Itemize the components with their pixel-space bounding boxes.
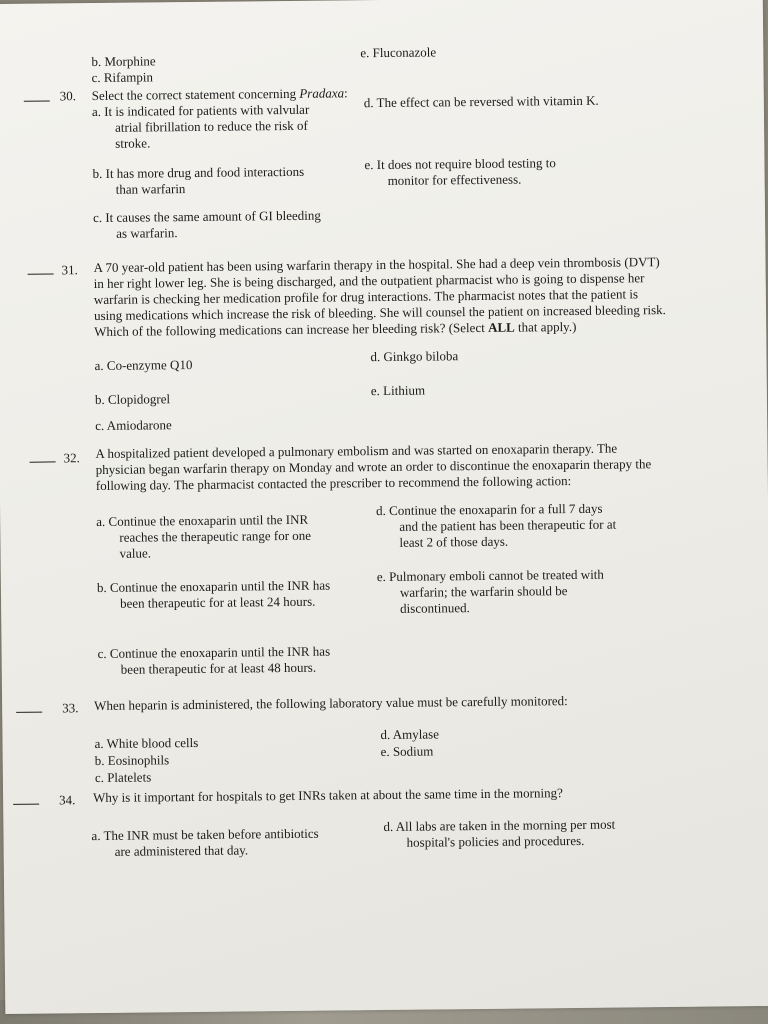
q32-option-e-line2: warfarin; the warfarin should be <box>399 583 568 600</box>
question-32-line1: A hospitalized patient developed a pulmonary embolism and was started on enoxaparin therapy. The <box>95 440 618 462</box>
q30-option-a-line2: atrial fibrillation to reduce the risk of <box>115 117 308 135</box>
q32-option-d-line3: least 2 of those days. <box>399 533 509 550</box>
q32-option-a-line2: reaches the therapeutic range for one <box>119 527 312 545</box>
q31-option-a: a. Co-enzyme Q10 <box>94 356 193 374</box>
question-30-number: 30. <box>59 88 77 104</box>
q33-option-d: d. Amylase <box>380 726 440 743</box>
question-34-number: 34. <box>59 792 76 808</box>
question-30-stem-end: : <box>343 85 348 101</box>
q32-option-e-line3: discontinued. <box>400 600 470 616</box>
q32-option-b-line1: b. Continue the enoxaparin until the INR has <box>96 577 331 596</box>
question-31-line5-pre: Which of the following medications can increase her bleeding risk? (Select <box>94 319 489 340</box>
q32-option-a-line1: a. Continue the enoxaparin until the INR <box>96 511 309 530</box>
question-31-line5-post: that apply.) <box>514 318 577 335</box>
question-32-line2: physician began warfarin therapy on Monday and wrote an order to discontinue the enoxaparin therapy the <box>95 456 652 478</box>
q30-option-a-line3: stroke. <box>115 135 151 151</box>
q30-option-c-line1: c. It causes the same amount of GI bleeding <box>92 207 321 226</box>
question-32-line3: following day. The pharmacist contacted the prescriber to recommend the following action: <box>95 473 572 494</box>
question-31-line3: warfarin is checking her medication profile for drug interactions. The pharmacist notes that the patient is <box>93 286 639 308</box>
answer-blank-34[interactable] <box>13 804 39 805</box>
q33-option-b: b. Eosinophils <box>94 752 170 769</box>
q31-option-d: d. Ginkgo biloba <box>370 348 459 365</box>
q30-option-c-line2: as warfarin. <box>116 225 178 241</box>
question-31-line1: A 70 year-old patient has been using warfarin therapy in the hospital. She had a deep vein thrombosis (DVT) <box>93 254 660 276</box>
q30-option-d: d. The effect can be reversed with vitamin K. <box>363 92 599 111</box>
question-32-number: 32. <box>63 450 80 466</box>
question-30-drug: Pradaxa <box>299 85 345 101</box>
q34-option-d-line1: d. All labs are taken in the morning per most <box>383 816 616 835</box>
q31-option-e: e. Lithium <box>370 382 426 399</box>
q30-option-b-line1: b. It has more drug and food interactions <box>92 163 305 182</box>
answer-blank-30[interactable] <box>24 100 50 101</box>
question-31-number: 31. <box>61 262 78 278</box>
question-31-line2: in her right lower leg. She is being discharged, and the outpatient pharmacist who is going to dispense her <box>93 270 645 292</box>
question-30-stem-text: Select the correct statement concerning <box>91 85 300 104</box>
q33-option-a: a. White blood cells <box>94 734 199 752</box>
q32-option-d-line2: and the patient has been therapeutic for at <box>399 516 617 534</box>
question-34-stem: Why is it important for hospitals to get INRs taken at about the same time in the morning? <box>93 785 563 806</box>
question-33-stem: When heparin is administered, the following laboratory value must be carefully monitored: <box>94 693 568 714</box>
q33-option-c: c. Platelets <box>94 769 152 786</box>
q30-option-e-line2: monitor for effectiveness. <box>387 171 522 188</box>
answer-blank-32[interactable] <box>30 461 56 462</box>
q32-option-c-line2: been therapeutic for at least 48 hours. <box>120 659 317 677</box>
q31-option-c: c. Amiodarone <box>95 417 172 434</box>
option-top-c: c. Rifampin <box>91 69 154 86</box>
question-31-line5 <box>94 318 576 340</box>
q34-option-a-line2: are administered that day. <box>114 842 249 859</box>
q30-option-b-line2: than warfarin <box>115 181 186 197</box>
option-top-e: e. Fluconazole <box>360 44 437 61</box>
q30-option-e-line1: e. It does not require blood testing to <box>364 155 556 173</box>
q32-option-d-line1: d. Continue the enoxaparin for a full 7 days <box>376 500 603 519</box>
answer-blank-33[interactable] <box>16 712 42 713</box>
q31-option-b: b. Clopidogrel <box>94 391 171 408</box>
question-33-number: 33. <box>62 700 79 716</box>
q32-option-e-line1: e. Pulmonary emboli cannot be treated with <box>376 566 604 585</box>
q32-option-a-line3: value. <box>119 545 152 561</box>
q34-option-a-line1: a. The INR must be taken before antibiotics <box>91 825 319 844</box>
q34-option-d-line2: hospital's policies and procedures. <box>406 832 585 850</box>
q30-option-a-line1: a. It is indicated for patients with valvular <box>91 101 310 120</box>
answer-blank-31[interactable] <box>28 273 54 274</box>
option-top-b: b. Morphine <box>91 53 156 70</box>
question-31-select-all: ALL <box>487 319 515 335</box>
q32-option-c-line1: c. Continue the enoxaparin until the INR has <box>97 643 331 662</box>
q32-option-b-line2: been therapeutic for at least 24 hours. <box>119 593 316 611</box>
q33-option-e: e. Sodium <box>380 743 434 760</box>
question-31-line4: using medications which increase the risk of bleeding. She will counsel the patient on increased bleeding risk. <box>93 302 666 324</box>
